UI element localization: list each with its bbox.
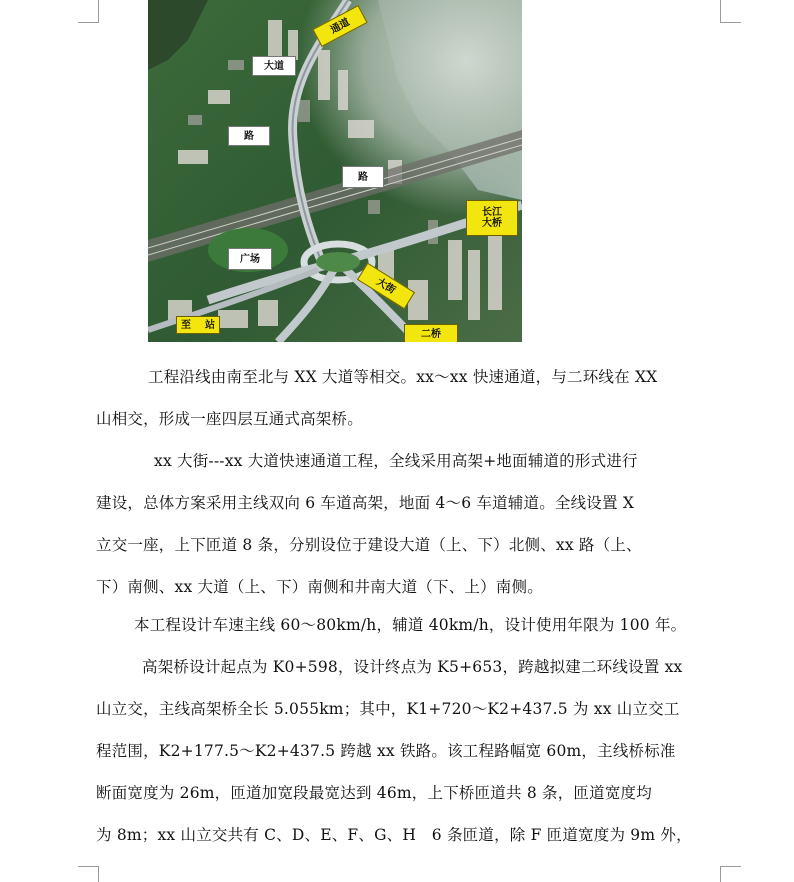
interchange-aerial-rendering [148, 0, 522, 342]
sign-second-bridge [404, 324, 458, 342]
paragraph-2 [96, 440, 722, 608]
sign-road-1-text: 大道 [264, 60, 284, 72]
paragraph-2-line-4: 下）南侧、xx 大道（上、下）南侧和井南大道（下、上）南侧。 [96, 578, 543, 596]
sign-avenue-text: 大街 [374, 276, 398, 296]
sign-top-road-text: 通道 [328, 16, 352, 36]
sign-second-bridge-text: 二桥 [421, 328, 441, 340]
paragraph-2-line-2: 建设，总体方案采用主线双向 6 车道高架，地面 4～6 车道辅道。全线设置 X [96, 494, 635, 512]
sign-road-1 [252, 56, 296, 76]
sign-road-3-text: 路 [358, 171, 368, 183]
paragraph-4-line-2: 山立交，主线高架桥全长 5.055km；其中，K1+720～K2+437.5 为 xx 山立交工 [96, 700, 680, 718]
paragraph-4-line-5: 为 8m；xx 山立交共有 C、D、E、F、G、H 6 条匝道，除 F 匝道宽度为 9m 外， [96, 826, 692, 844]
paragraph-4-line-4: 断面宽度为 26m，匝道加宽段最宽达到 46m，上下桥匝道共 8 条，匝道宽度均 [96, 784, 652, 802]
paragraph-3 [96, 604, 722, 646]
sign-river-bridge [466, 200, 518, 236]
page-corner-mark-top-right [720, 0, 741, 23]
sign-square-text: 广场 [240, 253, 260, 265]
paragraph-2-line-3: 立交一座，上下匝道 8 条，分别设位于建设大道（上、下）北侧、xx 路（上、 [96, 536, 642, 554]
page-corner-mark-bottom-right [720, 866, 741, 882]
sign-road-3 [342, 166, 384, 188]
sign-station [176, 316, 220, 334]
sign-road-2-text: 路 [244, 130, 254, 142]
paragraph-2-line-1: xx 大街---xx 大道快速通道工程，全线采用高架+地面辅道的形式进行 [154, 452, 638, 470]
page-corner-mark-top-left [78, 0, 99, 23]
sign-road-2 [228, 126, 270, 146]
paragraph-1-line-2: 山相交，形成一座四层互通式高架桥。 [96, 410, 363, 428]
paragraph-1-line-1: 工程沿线由南至北与 XX 大道等相交。xx～xx 快速通道，与二环线在 XX [148, 368, 658, 386]
sign-square [228, 248, 272, 270]
paragraph-4-line-3: 程范围，K2+177.5～K2+437.5 跨越 xx 铁路。该工程路幅宽 60m，主线桥标准 [96, 742, 676, 760]
sign-station-prefix: 至 [181, 319, 191, 331]
sign-river-bridge-text: 长江 大桥 [482, 207, 502, 229]
page-corner-mark-bottom-left [78, 866, 99, 882]
aerial-view-drawing [148, 0, 522, 342]
paragraph-4 [96, 646, 722, 856]
paragraph-1 [96, 356, 722, 440]
paragraph-4-line-1: 高架桥设计起点为 K0+598，设计终点为 K5+653，跨越拟建二环线设置 xx [142, 658, 683, 676]
paragraph-3-line-1: 本工程设计车速主线 60～80km/h，辅道 40km/h，设计使用年限为 100 年。 [134, 616, 687, 634]
sign-station-text: 站 [205, 319, 215, 331]
